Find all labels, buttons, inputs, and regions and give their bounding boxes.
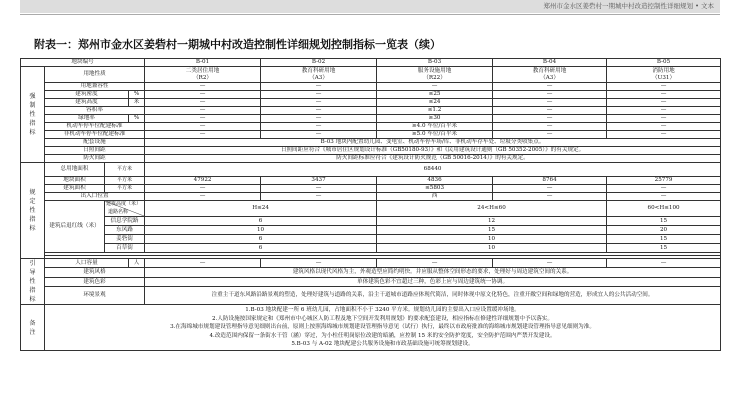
unit-cell: % — [129, 91, 145, 99]
cell: — — [145, 185, 261, 193]
group-regulatory: 规定性指标 — [21, 163, 45, 259]
road-name: 信息学院路 — [105, 217, 145, 226]
road-name: 东风路 — [105, 226, 145, 235]
note-item: 2.人防设施按国家规定和《郑州市中心城区人防工程及地下空间开发利用规划》的要求配套建设，相应指标在修建性详细规划中予以落实。 — [212, 315, 553, 322]
cell: — — [261, 123, 377, 131]
plot-header: B-04 — [493, 59, 607, 67]
plot-header: B-01 — [145, 59, 261, 67]
cell: — — [261, 99, 377, 107]
cell: — — [607, 131, 721, 139]
cell: ≤5803 — [377, 185, 493, 193]
cell: 6 — [145, 217, 377, 226]
cell: ≥4.0 车位/百平米 — [377, 123, 493, 131]
row-label-plot-area: 地块面积 — [45, 177, 105, 185]
row-label-sunlight: 日照间距 — [45, 147, 145, 155]
page-title: 附表一：郑州市金水区姜砦村一期城中村改造控制性详细规划控制指标一览表（续） — [34, 38, 441, 51]
cell: 47922 — [145, 177, 261, 185]
cell: 15 — [377, 226, 607, 235]
cell: 8764 — [493, 177, 607, 185]
cell: — — [145, 99, 261, 107]
cell: — — [493, 83, 607, 91]
cell: — — [607, 123, 721, 131]
cell: 4836 — [377, 177, 493, 185]
row-label: 建筑高度 — [45, 99, 129, 107]
row-label-entrance: 出入口位置 — [45, 193, 145, 201]
landscape-text: 注重主干道东风路沿路景观的塑造，处理好建筑与道路的关系，沿主干道城市道路应体现代简洁，同时体现中原文化特色，注重开敞空间和绿地的营造，形成宜人的公共活动空间。 — [145, 287, 721, 305]
cell: — — [145, 91, 261, 99]
land-nature-cell: 服务设施用地 （R22） — [377, 67, 493, 83]
cell: — — [493, 259, 607, 268]
note-item: 1.B-03 地块配建一所 6 班幼儿园，占地面积不小于 3240 平方米。规划幼儿园的主要出入口应设置缓冲场地。 — [245, 307, 520, 314]
plot-header: B-03 — [377, 59, 493, 67]
height-band: 24<H≤60 — [377, 201, 607, 217]
cell: 6 — [145, 244, 377, 253]
total-area-value: 68440 — [145, 163, 721, 177]
road-name: 姜砦街 — [105, 235, 145, 244]
land-nature-cell: 教育科研用地 （A3） — [493, 67, 607, 83]
unit-cell: 人 — [129, 259, 145, 268]
row-label-style: 建筑风格 — [45, 268, 145, 277]
cell: — — [493, 131, 607, 139]
color-text: 单体建筑色彩不宜超过三种，色彩上应与周边建筑统一协调。 — [145, 277, 721, 286]
cell: — — [261, 131, 377, 139]
row-label-population: 人口容量 — [45, 259, 129, 268]
facilities-text: B-03 地块内配置幼儿园、变电室、机动车停车场/库、非机动车存车处、垃圾分类收集点。 — [145, 139, 721, 147]
cell: ≥30 — [377, 115, 493, 123]
cell: 10 — [377, 244, 607, 253]
row-label: 建筑密度 — [45, 91, 129, 99]
unit-cell: 平方米 — [105, 177, 145, 185]
row-label: 机动车停车位配建标准 — [45, 123, 145, 131]
control-index-table — [20, 58, 721, 351]
cell: — — [607, 99, 721, 107]
cell: 10 — [377, 235, 607, 244]
group-mandatory: 强制性指标 — [21, 67, 45, 163]
header-rule — [20, 14, 720, 15]
cell: — — [261, 193, 377, 201]
cell: — — [493, 193, 607, 201]
setback-diagonal-header: 建筑高度（米） 道路名称 — [105, 201, 145, 217]
cell: 25779 — [607, 177, 721, 185]
cell: — — [607, 115, 721, 123]
cell: ≥5.0 车位/百平米 — [377, 131, 493, 139]
cell: — — [261, 83, 377, 91]
row-label-facilities: 配套设施 — [45, 139, 145, 147]
cell: — — [607, 83, 721, 91]
row-label-total-area: 总用地面积 — [45, 163, 105, 177]
height-band: H≤24 — [145, 201, 377, 217]
cell: 6 — [145, 235, 377, 244]
row-label-build-area: 建筑面积 — [45, 185, 105, 193]
cell: — — [493, 115, 607, 123]
cell: — — [261, 259, 377, 268]
unit-cell: 米 — [129, 99, 145, 107]
cell: — — [607, 91, 721, 99]
group-notes: 备注 — [21, 305, 45, 351]
page-header-bar — [20, 0, 720, 13]
cell: — — [377, 83, 493, 91]
cell: ≤1.2 — [377, 107, 493, 115]
plot-header: B-05 — [607, 59, 721, 67]
style-text: 建筑风格以现代风格为主，外观造型应简约明快。并应服从整体空间形态的要求，处理好与周边建筑空间的关系。 — [145, 268, 721, 277]
cell: — — [261, 91, 377, 99]
cell: — — [377, 259, 493, 268]
cell: 15 — [607, 244, 721, 253]
height-band: 60<H≤100 — [607, 201, 721, 217]
cell: 12 — [377, 217, 607, 226]
cell: ≤24 — [377, 99, 493, 107]
cell: — — [145, 193, 261, 201]
row-label-setback: 建筑后退红线（米） — [45, 201, 105, 253]
cell: — — [261, 185, 377, 193]
fire-text: 防火间距标准应符合《建筑设计防火规范（GB 50016-2014）》的有关规定。 — [145, 155, 721, 163]
cell: — — [493, 99, 607, 107]
cell: — — [145, 107, 261, 115]
cell: — — [607, 185, 721, 193]
row-label-fire: 防火间距 — [45, 155, 145, 163]
plot-number-header: 地块编号 — [21, 59, 145, 67]
cell: — — [145, 131, 261, 139]
cell: 10 — [145, 226, 377, 235]
row-label: 容积率 — [45, 107, 145, 115]
cell: 15 — [607, 217, 721, 226]
group-guiding: 引导性指标 — [21, 259, 45, 305]
note-item: 5.B-03 与 A-02 地块配建公共服务设施和市政基础设施可统筹规划建设。 — [291, 341, 474, 348]
cell: — — [607, 107, 721, 115]
sunlight-text: 日照间距应符合《城市居住区规划设计标准（GB50180-93）》和《民用建筑设计通则（GB 50352-2005）》的有关规定。 — [145, 147, 721, 155]
row-label-color: 建筑色彩 — [45, 277, 145, 286]
unit-cell: 平方米 — [105, 185, 145, 193]
row-label: 绿地率 — [45, 115, 129, 123]
cell: — — [493, 107, 607, 115]
plot-header: B-02 — [261, 59, 377, 67]
notes-cell — [45, 305, 721, 351]
row-label: 用地兼容性 — [45, 83, 145, 91]
cell: — — [607, 193, 721, 201]
row-label-landscape: 环境景观 — [45, 287, 145, 305]
cell: — — [261, 107, 377, 115]
cell: 20 — [607, 226, 721, 235]
cell: 西 — [377, 193, 493, 201]
cell: — — [607, 259, 721, 268]
cell: — — [145, 115, 261, 123]
land-nature-cell: 消防用地 （U31） — [607, 67, 721, 83]
cell: — — [493, 91, 607, 99]
unit-cell: 平方米 — [105, 163, 145, 177]
land-nature-cell: 二类居住用地 （R2） — [145, 67, 261, 83]
running-header: 郑州市金水区姜砦村一期城中村改造控制性详细规划 • 文本 — [543, 2, 714, 10]
cell: — — [493, 185, 607, 193]
cell: — — [261, 115, 377, 123]
cell: 3437 — [261, 177, 377, 185]
cell: — — [145, 83, 261, 91]
row-label: 非机动车停车位配建标准 — [45, 131, 145, 139]
cell: — — [145, 123, 261, 131]
cell: — — [145, 259, 261, 268]
road-name: 百草街 — [105, 244, 145, 253]
cell: — — [493, 123, 607, 131]
row-label-land-nature: 用地性质 — [45, 67, 145, 83]
cell: 15 — [607, 235, 721, 244]
note-item: 4.改造范围内保留一条街水干管（涵）穿过，为小柱任明岗原位改建的暗涵，应控制 15 米的安全防护宽度，安全防护范围内严禁开发建设。 — [209, 332, 556, 339]
cell: ≤25 — [377, 91, 493, 99]
unit-cell: % — [129, 115, 145, 123]
note-item: 3.在海绵城市规划建设管理指导意见细则出台前，原则上按照海绵城市规划建设管理指导意见（试行）执行，最终以市政府批准的海绵城市规划建设管理指导意见细则为准。 — [170, 324, 595, 331]
land-nature-cell: 教育科研用地 （A3） — [261, 67, 377, 83]
